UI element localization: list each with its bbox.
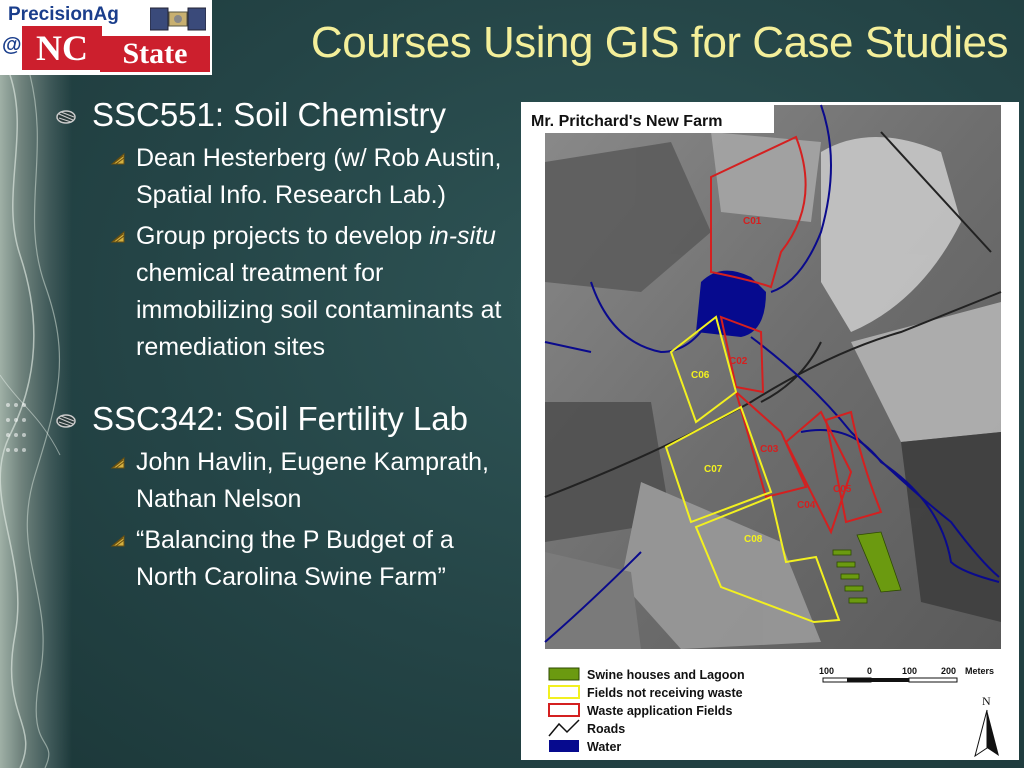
scale-label-100a: 100	[819, 666, 835, 676]
course-bullet	[56, 96, 516, 134]
scale-bar	[819, 666, 994, 682]
field-label-c03: C03	[760, 444, 779, 455]
farm-map-svg	[521, 102, 1019, 760]
north-label: N	[982, 694, 991, 708]
scale-label-100b: 100	[902, 666, 918, 676]
legend-roads: Roads	[587, 722, 626, 736]
course-title-1: SSC551: Soil Chemistry	[92, 96, 446, 133]
logo-precisionag-text: PrecisionAg	[8, 4, 119, 25]
course-title-2: SSC342: Soil Fertility Lab	[92, 400, 469, 437]
sub-bullet	[112, 140, 516, 214]
course1-project-b: chemical treatment for immobilizing soil contaminants at remediation sites	[136, 259, 502, 361]
course2-project: “Balancing the P Budget of a North Carolina Swine Farm”	[136, 526, 454, 591]
field-label-c05: C05	[833, 484, 852, 495]
bullet-content	[56, 96, 516, 600]
slide-title: Courses Using GIS for Case Studies	[310, 18, 1008, 67]
field-label-c02: C02	[729, 356, 748, 367]
map-legend	[549, 668, 745, 754]
map-title: Mr. Pritchard's New Farm	[531, 113, 723, 130]
sub-bullet	[112, 522, 516, 596]
precisionag-ncstate-logo	[0, 0, 212, 75]
course1-instructors: Dean Hesterberg (w/ Rob Austin, Spatial Info. Research Lab.)	[136, 144, 502, 209]
sub-bullet	[112, 218, 516, 366]
sub-bullet-icon	[110, 534, 126, 548]
course-bullet	[56, 400, 516, 438]
sub-bullet	[112, 444, 516, 518]
legend-nonwaste: Fields not receiving waste	[587, 686, 743, 700]
scale-unit: Meters	[965, 666, 995, 676]
logo-state-text: State	[100, 36, 210, 72]
field-label-c04: C04	[797, 500, 816, 511]
sub-bullet-icon	[110, 152, 126, 166]
logo-at-sign: @	[2, 34, 22, 56]
field-label-c06: C06	[691, 370, 710, 381]
scale-label-0: 0	[867, 666, 873, 676]
field-label-c08: C08	[744, 534, 763, 545]
logo-nc-text: NC	[22, 26, 102, 70]
legend-waste-swatch	[549, 704, 579, 716]
legend-swine-swatch	[549, 668, 579, 680]
sub-bullet-icon	[110, 230, 126, 244]
course1-project-italic: in-situ	[429, 222, 496, 250]
bullet-icon	[56, 110, 76, 124]
legend-swine: Swine houses and Lagoon	[587, 668, 745, 682]
course1-project-a: Group projects to develop	[136, 222, 430, 250]
satellite-icon	[150, 2, 206, 36]
sub-bullet-icon	[110, 456, 126, 470]
legend-waste: Waste application Fields	[587, 704, 733, 718]
field-label-c07: C07	[704, 464, 723, 475]
legend-water-swatch	[549, 740, 579, 752]
legend-nonwaste-swatch	[549, 686, 579, 698]
course2-instructors: John Havlin, Eugene Kamprath, Nathan Nelson	[136, 448, 489, 513]
field-label-c01: C01	[743, 216, 762, 227]
north-arrow-icon	[975, 694, 999, 756]
legend-roads-swatch	[549, 720, 579, 736]
scale-label-200: 200	[941, 666, 957, 676]
bullet-icon	[56, 414, 76, 428]
farm-map-figure	[521, 102, 1019, 760]
legend-water: Water	[587, 740, 622, 754]
